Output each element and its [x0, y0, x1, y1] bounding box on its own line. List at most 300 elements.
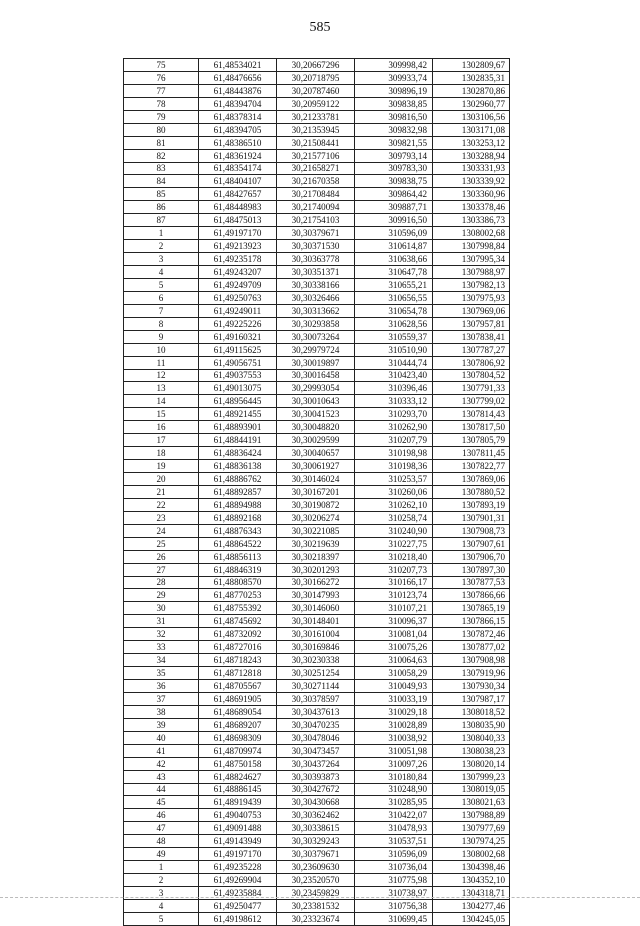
point-number-cell: 27	[124, 563, 199, 576]
latitude-cell: 61,48709974	[199, 744, 277, 757]
y-coordinate-cell: 1307974,25	[433, 835, 510, 848]
latitude-cell: 61,48808570	[199, 576, 277, 589]
x-coordinate-cell: 310478,93	[355, 822, 433, 835]
page-number: 585	[309, 20, 331, 35]
latitude-cell: 61,49198612	[199, 912, 277, 925]
x-coordinate-cell: 310198,98	[355, 447, 433, 460]
y-coordinate-cell: 1307877,02	[433, 641, 510, 654]
longitude-cell: 30,30393873	[277, 770, 355, 783]
y-coordinate-cell: 1307999,23	[433, 770, 510, 783]
y-coordinate-cell: 1307866,15	[433, 615, 510, 628]
y-coordinate-cell: 1302835,31	[433, 71, 510, 84]
y-coordinate-cell: 1307893,19	[433, 498, 510, 511]
x-coordinate-cell: 309838,75	[355, 175, 433, 188]
latitude-cell: 61,48919439	[199, 796, 277, 809]
longitude-cell: 30,30470235	[277, 718, 355, 731]
point-number-cell: 79	[124, 110, 199, 123]
y-coordinate-cell: 1307897,30	[433, 563, 510, 576]
point-number-cell: 32	[124, 628, 199, 641]
point-number-cell: 17	[124, 434, 199, 447]
point-number-cell: 85	[124, 188, 199, 201]
x-coordinate-cell: 310647,78	[355, 266, 433, 279]
x-coordinate-cell: 309816,50	[355, 110, 433, 123]
longitude-cell: 30,30147993	[277, 589, 355, 602]
longitude-cell: 30,30016458	[277, 369, 355, 382]
point-number-cell: 86	[124, 201, 199, 214]
y-coordinate-cell: 1307877,53	[433, 576, 510, 589]
y-coordinate-cell: 1307995,34	[433, 253, 510, 266]
y-coordinate-cell: 1303288,94	[433, 149, 510, 162]
y-coordinate-cell: 1307908,73	[433, 524, 510, 537]
point-number-cell: 49	[124, 848, 199, 861]
table-row	[124, 460, 510, 473]
table-row	[124, 550, 510, 563]
longitude-cell: 30,30430668	[277, 796, 355, 809]
y-coordinate-cell: 1302960,77	[433, 97, 510, 110]
point-number-cell: 46	[124, 809, 199, 822]
point-number-cell: 44	[124, 783, 199, 796]
latitude-cell: 61,48745692	[199, 615, 277, 628]
x-coordinate-cell: 309916,50	[355, 214, 433, 227]
x-coordinate-cell: 310423,40	[355, 369, 433, 382]
latitude-cell: 61,49235884	[199, 887, 277, 900]
longitude-cell: 30,23381532	[277, 899, 355, 912]
table-row	[124, 110, 510, 123]
longitude-cell: 30,20667296	[277, 59, 355, 72]
x-coordinate-cell: 310207,79	[355, 434, 433, 447]
table-row	[124, 291, 510, 304]
x-coordinate-cell: 310123,74	[355, 589, 433, 602]
latitude-cell: 61,48705567	[199, 680, 277, 693]
latitude-cell: 61,48892857	[199, 485, 277, 498]
longitude-cell: 30,30371530	[277, 240, 355, 253]
table-row	[124, 874, 510, 887]
x-coordinate-cell: 309896,19	[355, 84, 433, 97]
latitude-cell: 61,49091488	[199, 822, 277, 835]
x-coordinate-cell: 310029,18	[355, 705, 433, 718]
table-row	[124, 136, 510, 149]
point-number-cell: 15	[124, 408, 199, 421]
x-coordinate-cell: 310081,04	[355, 628, 433, 641]
point-number-cell: 41	[124, 744, 199, 757]
longitude-cell: 30,30169846	[277, 641, 355, 654]
latitude-cell: 61,48846319	[199, 563, 277, 576]
longitude-cell: 30,23323674	[277, 912, 355, 925]
longitude-cell: 30,21754103	[277, 214, 355, 227]
table-row	[124, 188, 510, 201]
y-coordinate-cell: 1307906,70	[433, 550, 510, 563]
x-coordinate-cell: 310656,55	[355, 291, 433, 304]
x-coordinate-cell: 310638,66	[355, 253, 433, 266]
table-row	[124, 382, 510, 395]
latitude-cell: 61,48354174	[199, 162, 277, 175]
longitude-cell: 30,30338615	[277, 822, 355, 835]
latitude-cell: 61,48894988	[199, 498, 277, 511]
latitude-cell: 61,48921455	[199, 408, 277, 421]
table-row	[124, 343, 510, 356]
longitude-cell: 30,30201293	[277, 563, 355, 576]
y-coordinate-cell: 1307865,19	[433, 602, 510, 615]
table-row	[124, 563, 510, 576]
table-row	[124, 537, 510, 550]
table-row	[124, 641, 510, 654]
latitude-cell: 61,49197170	[199, 227, 277, 240]
longitude-cell: 30,30437264	[277, 757, 355, 770]
table-row	[124, 576, 510, 589]
latitude-cell: 61,48836138	[199, 460, 277, 473]
longitude-cell: 30,30362462	[277, 809, 355, 822]
y-coordinate-cell: 1307969,06	[433, 304, 510, 317]
coordinates-table-body	[124, 59, 510, 926]
point-number-cell: 10	[124, 343, 199, 356]
point-number-cell: 13	[124, 382, 199, 395]
longitude-cell: 30,30073264	[277, 330, 355, 343]
x-coordinate-cell: 310738,97	[355, 887, 433, 900]
longitude-cell: 30,20959122	[277, 97, 355, 110]
latitude-cell: 61,49160321	[199, 330, 277, 343]
point-number-cell: 42	[124, 757, 199, 770]
latitude-cell: 61,48886145	[199, 783, 277, 796]
x-coordinate-cell: 310654,78	[355, 304, 433, 317]
x-coordinate-cell: 310097,26	[355, 757, 433, 770]
y-coordinate-cell: 1307987,17	[433, 692, 510, 705]
y-coordinate-cell: 1307806,92	[433, 356, 510, 369]
table-row	[124, 253, 510, 266]
longitude-cell: 30,30478046	[277, 731, 355, 744]
latitude-cell: 61,48876343	[199, 524, 277, 537]
y-coordinate-cell: 1302809,67	[433, 59, 510, 72]
latitude-cell: 61,48476656	[199, 71, 277, 84]
table-row	[124, 783, 510, 796]
point-number-cell: 47	[124, 822, 199, 835]
x-coordinate-cell: 310049,93	[355, 680, 433, 693]
x-coordinate-cell: 310333,12	[355, 395, 433, 408]
point-number-cell: 48	[124, 835, 199, 848]
point-number-cell: 2	[124, 240, 199, 253]
x-coordinate-cell: 310258,74	[355, 511, 433, 524]
table-row	[124, 861, 510, 874]
table-row	[124, 744, 510, 757]
point-number-cell: 40	[124, 731, 199, 744]
x-coordinate-cell: 310293,70	[355, 408, 433, 421]
point-number-cell: 7	[124, 304, 199, 317]
point-number-cell: 3	[124, 253, 199, 266]
table-row	[124, 278, 510, 291]
y-coordinate-cell: 1307998,84	[433, 240, 510, 253]
table-row	[124, 835, 510, 848]
longitude-cell: 30,30338166	[277, 278, 355, 291]
table-row	[124, 59, 510, 72]
y-coordinate-cell: 1307957,81	[433, 317, 510, 330]
latitude-cell: 61,49250763	[199, 291, 277, 304]
y-coordinate-cell: 1307817,50	[433, 421, 510, 434]
latitude-cell: 61,49037553	[199, 369, 277, 382]
x-coordinate-cell: 310038,92	[355, 731, 433, 744]
table-row	[124, 680, 510, 693]
y-coordinate-cell: 1304398,46	[433, 861, 510, 874]
table-row	[124, 317, 510, 330]
x-coordinate-cell: 310253,57	[355, 473, 433, 486]
latitude-cell: 61,48698309	[199, 731, 277, 744]
latitude-cell: 61,48404107	[199, 175, 277, 188]
y-coordinate-cell: 1303360,96	[433, 188, 510, 201]
y-coordinate-cell: 1307787,27	[433, 343, 510, 356]
point-number-cell: 1	[124, 227, 199, 240]
longitude-cell: 30,30437613	[277, 705, 355, 718]
point-number-cell: 5	[124, 278, 199, 291]
y-coordinate-cell: 1307977,69	[433, 822, 510, 835]
longitude-cell: 30,30221085	[277, 524, 355, 537]
longitude-cell: 30,30230338	[277, 654, 355, 667]
point-number-cell: 37	[124, 692, 199, 705]
table-row	[124, 692, 510, 705]
table-row	[124, 628, 510, 641]
y-coordinate-cell: 1307866,66	[433, 589, 510, 602]
x-coordinate-cell: 310559,37	[355, 330, 433, 343]
longitude-cell: 30,20787460	[277, 84, 355, 97]
table-row	[124, 757, 510, 770]
point-number-cell: 11	[124, 356, 199, 369]
latitude-cell: 61,49213923	[199, 240, 277, 253]
point-number-cell: 38	[124, 705, 199, 718]
x-coordinate-cell: 310240,90	[355, 524, 433, 537]
latitude-cell: 61,48750158	[199, 757, 277, 770]
y-coordinate-cell: 1303253,12	[433, 136, 510, 149]
longitude-cell: 30,30019897	[277, 356, 355, 369]
y-coordinate-cell: 1303339,92	[433, 175, 510, 188]
y-coordinate-cell: 1307988,97	[433, 266, 510, 279]
point-number-cell: 4	[124, 266, 199, 279]
longitude-cell: 30,21708484	[277, 188, 355, 201]
x-coordinate-cell: 309887,71	[355, 201, 433, 214]
latitude-cell: 61,48689207	[199, 718, 277, 731]
longitude-cell: 30,21353945	[277, 123, 355, 136]
table-row	[124, 809, 510, 822]
y-coordinate-cell: 1303386,73	[433, 214, 510, 227]
point-number-cell: 16	[124, 421, 199, 434]
x-coordinate-cell: 309832,98	[355, 123, 433, 136]
y-coordinate-cell: 1303331,93	[433, 162, 510, 175]
longitude-cell: 30,30167201	[277, 485, 355, 498]
point-number-cell: 45	[124, 796, 199, 809]
x-coordinate-cell: 310075,26	[355, 641, 433, 654]
table-row	[124, 84, 510, 97]
x-coordinate-cell: 310064,63	[355, 654, 433, 667]
x-coordinate-cell: 310028,89	[355, 718, 433, 731]
table-row	[124, 615, 510, 628]
table-row	[124, 71, 510, 84]
y-coordinate-cell: 1308040,33	[433, 731, 510, 744]
point-number-cell: 78	[124, 97, 199, 110]
y-coordinate-cell: 1307822,77	[433, 460, 510, 473]
longitude-cell: 30,30190872	[277, 498, 355, 511]
y-coordinate-cell: 1307908,98	[433, 654, 510, 667]
longitude-cell: 30,30379671	[277, 848, 355, 861]
x-coordinate-cell: 310285,95	[355, 796, 433, 809]
longitude-cell: 30,29979724	[277, 343, 355, 356]
table-row	[124, 498, 510, 511]
latitude-cell: 61,48892168	[199, 511, 277, 524]
longitude-cell: 30,30251254	[277, 667, 355, 680]
latitude-cell: 61,48732092	[199, 628, 277, 641]
longitude-cell: 30,30326466	[277, 291, 355, 304]
latitude-cell: 61,48856113	[199, 550, 277, 563]
x-coordinate-cell: 310537,51	[355, 835, 433, 848]
y-coordinate-cell: 1308002,68	[433, 227, 510, 240]
longitude-cell: 30,30293858	[277, 317, 355, 330]
point-number-cell: 76	[124, 71, 199, 84]
point-number-cell: 35	[124, 667, 199, 680]
x-coordinate-cell: 310207,73	[355, 563, 433, 576]
latitude-cell: 61,48824627	[199, 770, 277, 783]
point-number-cell: 36	[124, 680, 199, 693]
x-coordinate-cell: 310033,19	[355, 692, 433, 705]
y-coordinate-cell: 1307907,61	[433, 537, 510, 550]
y-coordinate-cell: 1307982,13	[433, 278, 510, 291]
table-row	[124, 654, 510, 667]
latitude-cell: 61,49143949	[199, 835, 277, 848]
y-coordinate-cell: 1307919,96	[433, 667, 510, 680]
longitude-cell: 30,30061927	[277, 460, 355, 473]
point-number-cell: 4	[124, 899, 199, 912]
table-row	[124, 602, 510, 615]
table-row	[124, 240, 510, 253]
y-coordinate-cell: 1308021,63	[433, 796, 510, 809]
latitude-cell: 61,48755392	[199, 602, 277, 615]
table-row	[124, 175, 510, 188]
longitude-cell: 30,21670358	[277, 175, 355, 188]
latitude-cell: 61,49250477	[199, 899, 277, 912]
point-number-cell: 5	[124, 912, 199, 925]
x-coordinate-cell: 310655,21	[355, 278, 433, 291]
y-coordinate-cell: 1307975,93	[433, 291, 510, 304]
x-coordinate-cell: 310262,90	[355, 421, 433, 434]
point-number-cell: 75	[124, 59, 199, 72]
longitude-cell: 30,30206274	[277, 511, 355, 524]
point-number-cell: 6	[124, 291, 199, 304]
table-row	[124, 667, 510, 680]
y-coordinate-cell: 1307838,41	[433, 330, 510, 343]
point-number-cell: 30	[124, 602, 199, 615]
point-number-cell: 24	[124, 524, 199, 537]
y-coordinate-cell: 1308038,23	[433, 744, 510, 757]
x-coordinate-cell: 310107,21	[355, 602, 433, 615]
longitude-cell: 30,30313662	[277, 304, 355, 317]
x-coordinate-cell: 310198,36	[355, 460, 433, 473]
table-row	[124, 214, 510, 227]
x-coordinate-cell: 310260,06	[355, 485, 433, 498]
x-coordinate-cell: 310596,09	[355, 227, 433, 240]
point-number-cell: 43	[124, 770, 199, 783]
point-number-cell: 81	[124, 136, 199, 149]
point-number-cell: 84	[124, 175, 199, 188]
point-number-cell: 18	[124, 447, 199, 460]
x-coordinate-cell: 309933,74	[355, 71, 433, 84]
y-coordinate-cell: 1308019,05	[433, 783, 510, 796]
latitude-cell: 61,49269904	[199, 874, 277, 887]
longitude-cell: 30,30363778	[277, 253, 355, 266]
latitude-cell: 61,48427657	[199, 188, 277, 201]
x-coordinate-cell: 310596,09	[355, 848, 433, 861]
x-coordinate-cell: 309821,55	[355, 136, 433, 149]
longitude-cell: 30,21658271	[277, 162, 355, 175]
longitude-cell: 30,29993054	[277, 382, 355, 395]
latitude-cell: 61,48689054	[199, 705, 277, 718]
table-row	[124, 266, 510, 279]
y-coordinate-cell: 1307814,43	[433, 408, 510, 421]
scan-edge-line	[0, 897, 640, 898]
point-number-cell: 23	[124, 511, 199, 524]
longitude-cell: 30,30271144	[277, 680, 355, 693]
x-coordinate-cell: 310166,17	[355, 576, 433, 589]
y-coordinate-cell: 1307988,89	[433, 809, 510, 822]
x-coordinate-cell: 310614,87	[355, 240, 433, 253]
table-row	[124, 369, 510, 382]
latitude-cell: 61,48534021	[199, 59, 277, 72]
y-coordinate-cell: 1303378,46	[433, 201, 510, 214]
x-coordinate-cell: 310628,56	[355, 317, 433, 330]
y-coordinate-cell: 1308002,68	[433, 848, 510, 861]
point-number-cell: 77	[124, 84, 199, 97]
longitude-cell: 30,21740094	[277, 201, 355, 214]
latitude-cell: 61,49013075	[199, 382, 277, 395]
y-coordinate-cell: 1304352,10	[433, 874, 510, 887]
table-row	[124, 356, 510, 369]
longitude-cell: 30,30378597	[277, 692, 355, 705]
x-coordinate-cell: 310775,98	[355, 874, 433, 887]
latitude-cell: 61,49249709	[199, 278, 277, 291]
latitude-cell: 61,49225226	[199, 317, 277, 330]
table-row	[124, 485, 510, 498]
x-coordinate-cell: 310510,90	[355, 343, 433, 356]
table-row	[124, 731, 510, 744]
latitude-cell: 61,48691905	[199, 692, 277, 705]
longitude-cell: 30,23520570	[277, 874, 355, 887]
latitude-cell: 61,48886762	[199, 473, 277, 486]
x-coordinate-cell: 309793,14	[355, 149, 433, 162]
latitude-cell: 61,49243207	[199, 266, 277, 279]
latitude-cell: 61,48718243	[199, 654, 277, 667]
y-coordinate-cell: 1304318,71	[433, 887, 510, 900]
table-row	[124, 97, 510, 110]
longitude-cell: 30,30048820	[277, 421, 355, 434]
longitude-cell: 30,30379671	[277, 227, 355, 240]
table-row	[124, 149, 510, 162]
y-coordinate-cell: 1304277,46	[433, 899, 510, 912]
longitude-cell: 30,30473457	[277, 744, 355, 757]
latitude-cell: 61,49197170	[199, 848, 277, 861]
table-row	[124, 304, 510, 317]
y-coordinate-cell: 1307869,06	[433, 473, 510, 486]
table-row	[124, 718, 510, 731]
table-row	[124, 524, 510, 537]
x-coordinate-cell: 310051,98	[355, 744, 433, 757]
longitude-cell: 30,21233781	[277, 110, 355, 123]
y-coordinate-cell: 1303106,56	[433, 110, 510, 123]
table-row	[124, 848, 510, 861]
latitude-cell: 61,48386510	[199, 136, 277, 149]
x-coordinate-cell: 310396,46	[355, 382, 433, 395]
table-row	[124, 434, 510, 447]
longitude-cell: 30,30329243	[277, 835, 355, 848]
y-coordinate-cell: 1307880,52	[433, 485, 510, 498]
latitude-cell: 61,48770253	[199, 589, 277, 602]
latitude-cell: 61,49235178	[199, 253, 277, 266]
table-row	[124, 770, 510, 783]
table-row	[124, 421, 510, 434]
point-number-cell: 3	[124, 887, 199, 900]
y-coordinate-cell: 1303171,08	[433, 123, 510, 136]
